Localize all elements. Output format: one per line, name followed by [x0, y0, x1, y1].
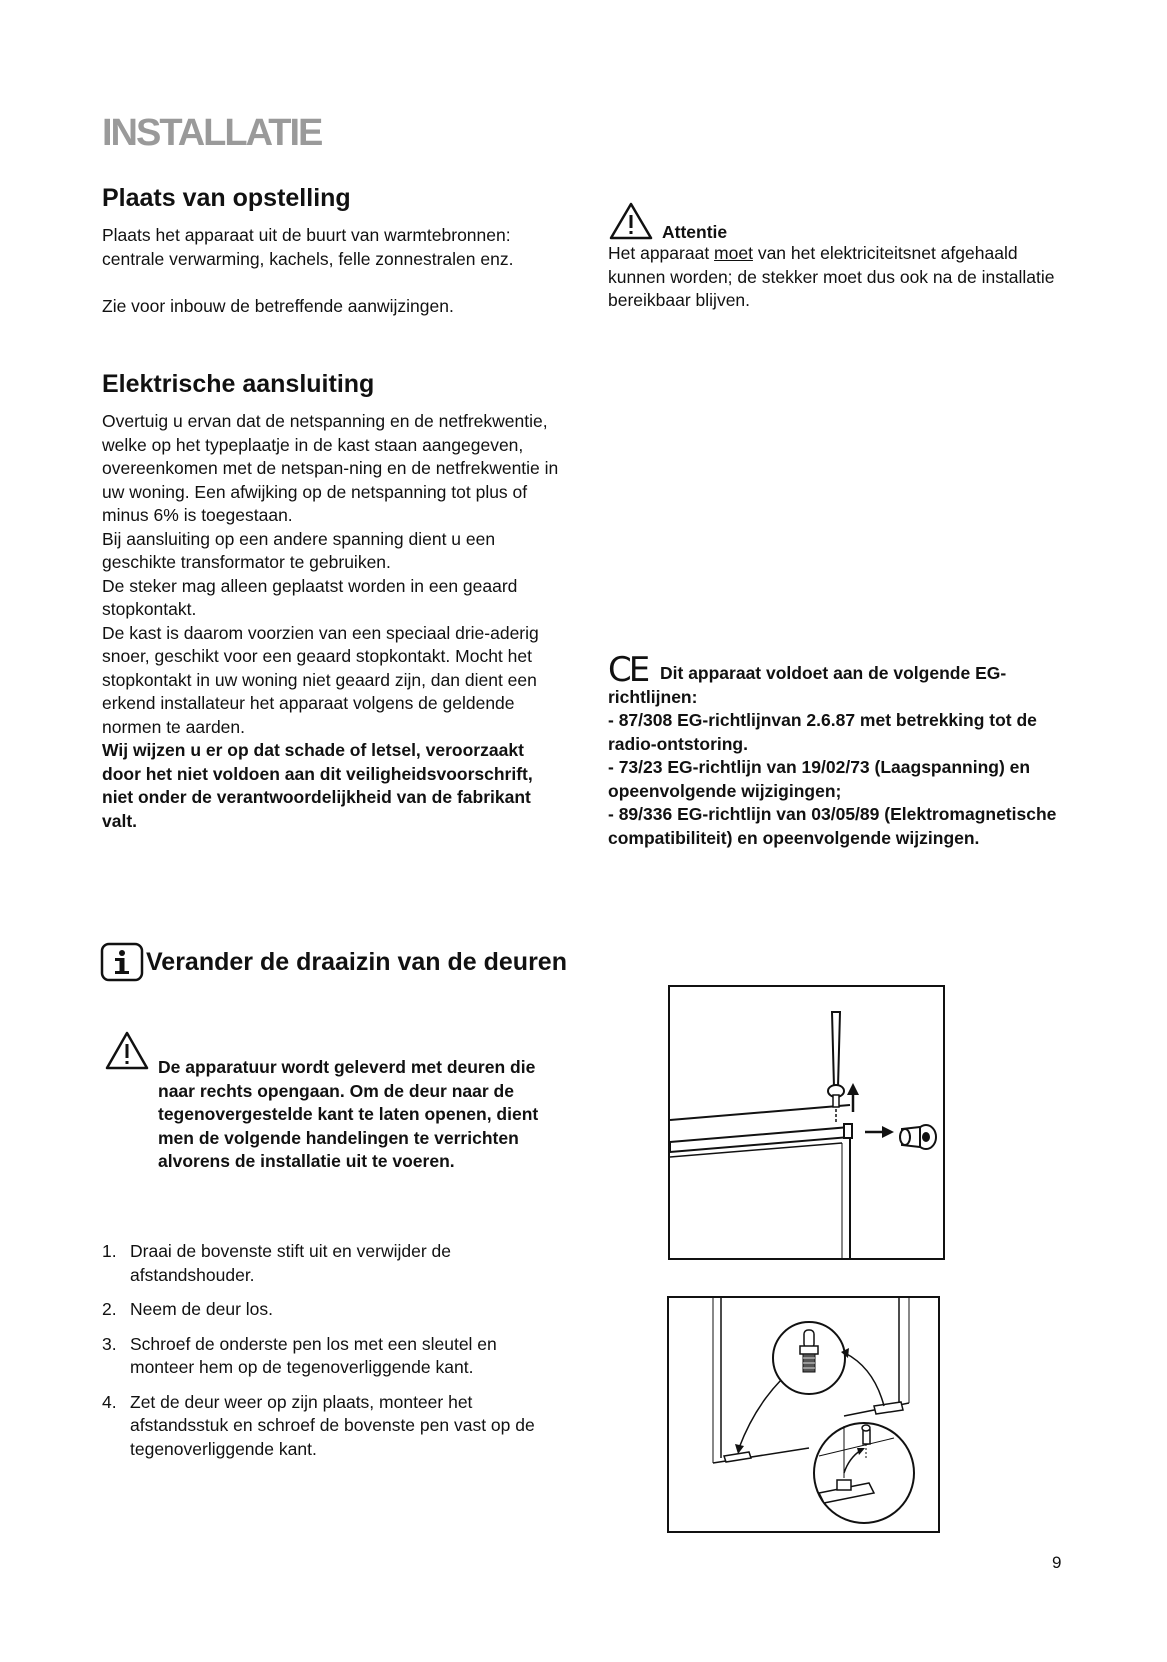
step-number: 1.	[102, 1241, 117, 1261]
placement-text	[102, 224, 562, 318]
attention-text-emphasis: moet	[714, 243, 753, 263]
bottom-hinge-illustration	[669, 1298, 938, 1531]
ce-directive: - 73/23 EG-richtlijn van 19/02/73 (Laagspanning) en opeenvolgende wijzigingen;	[608, 757, 1031, 801]
attention-text-part: van het elektriciteitsnet afgehaald kunnen worden; de stekker moet dus ook na de installatie bereikbaar blijven.	[608, 243, 1055, 310]
electrical-paragraph: De steker mag alleen geplaatst worden in een geaard stopkontakt.	[102, 575, 518, 619]
attention-title: Attentie	[662, 222, 728, 242]
step-text: Draai de bovenste stift uit en verwijder de afstandshouder.	[130, 1241, 451, 1285]
warning-icon	[104, 1030, 150, 1072]
attention-text	[608, 242, 1063, 313]
electrical-warning: Wij wijzen u er op dat schade of letsel, veroorzaakt door het niet voldoen aan dit veiligheidsvoorschrift, niet onder de verantwoordelijkheid van de fabrikant valt.	[102, 740, 533, 831]
placement-paragraph: Plaats het apparaat uit de buurt van warmtebronnen: centrale verwarming, kachels, felle zonnestralen enz.	[102, 225, 514, 269]
figure-bottom-hinge	[667, 1296, 940, 1533]
top-hinge-illustration	[670, 987, 943, 1258]
warning-icon	[608, 201, 654, 241]
info-icon	[100, 940, 144, 984]
step-text: Neem de deur los.	[130, 1299, 273, 1319]
electrical-paragraph: Overtuig u ervan dat de netspanning en de netfrekwentie, welke op het typeplaatje in de kast staan aangegeven, overeenkomen met de netspan-ning en de netfrekwentie in uw woning. Een afwijking op de netspanning tot plus of minus 6% is toegestaan.	[102, 411, 559, 525]
page-number: 9	[1052, 1553, 1062, 1572]
ce-directive: - 87/308 EG-richtlijnvan 2.6.87 met betrekking tot de radio-ontstoring.	[608, 710, 1037, 754]
attention-text-part: Het apparaat	[608, 243, 715, 263]
doors-warning	[104, 1030, 564, 1174]
step-number: 4.	[102, 1391, 117, 1412]
ce-declaration	[608, 650, 1063, 850]
step-item	[102, 1240, 562, 1287]
step-text: Schroef de onderste pen los met een sleutel en monteer hem op de tegenoverliggende kant.	[130, 1333, 497, 1377]
electrical-heading: Elektrische aansluiting	[102, 370, 375, 398]
steps-list	[102, 1240, 562, 1472]
doors-heading-row	[100, 940, 567, 984]
doors-warning-text: De apparatuur wordt geleverd met deuren die naar rechts opengaan. Om de deur naar de tegenovergestelde kant te laten openen, dient men de volgende handelingen te verrichten alvorens de installatie uit te voeren.	[158, 1057, 539, 1171]
ce-mark-icon: CE	[608, 650, 648, 690]
step-item	[102, 1298, 562, 1322]
ce-intro: Dit apparaat voldoet aan de volgende EG-richtlijnen:	[608, 663, 1007, 707]
electrical-paragraph: De kast is daarom voorzien van een speciaal drie-aderig snoer, geschikt voor een geaard stopkontakt. Mocht het stopkontakt in uw woning niet geaard zijn, dan dient een erkend installateur het apparaat volgens de geldende normen te aarden.	[102, 622, 539, 737]
step-number: 3.	[102, 1333, 117, 1354]
electrical-paragraph: Bij aansluiting op een andere spanning dient u een geschikte transformator te gebruiken.	[102, 528, 496, 572]
step-item	[102, 1391, 562, 1462]
placement-heading: Plaats van opstelling	[102, 184, 351, 212]
ce-directive: - 89/336 EG-richtlijn van 03/05/89 (Elektromagnetische compatibiliteit) en opeenvolgende wijzingen.	[608, 804, 1057, 848]
step-item	[102, 1333, 562, 1380]
step-number: 2.	[102, 1299, 117, 1319]
figure-top-hinge	[668, 985, 945, 1260]
attention-note	[608, 201, 1063, 313]
page-title: INSTALLATIE	[102, 112, 322, 154]
placement-paragraph: Zie voor inbouw de betreffende aanwijzingen.	[102, 295, 454, 316]
step-text: Zet de deur weer op zijn plaats, monteer het afstandsstuk en schroef de bovenste pen vast op de tegenoverliggende kant.	[130, 1391, 535, 1459]
doors-heading: Verander de draaizin van de deuren	[146, 947, 567, 976]
electrical-text	[102, 410, 564, 833]
